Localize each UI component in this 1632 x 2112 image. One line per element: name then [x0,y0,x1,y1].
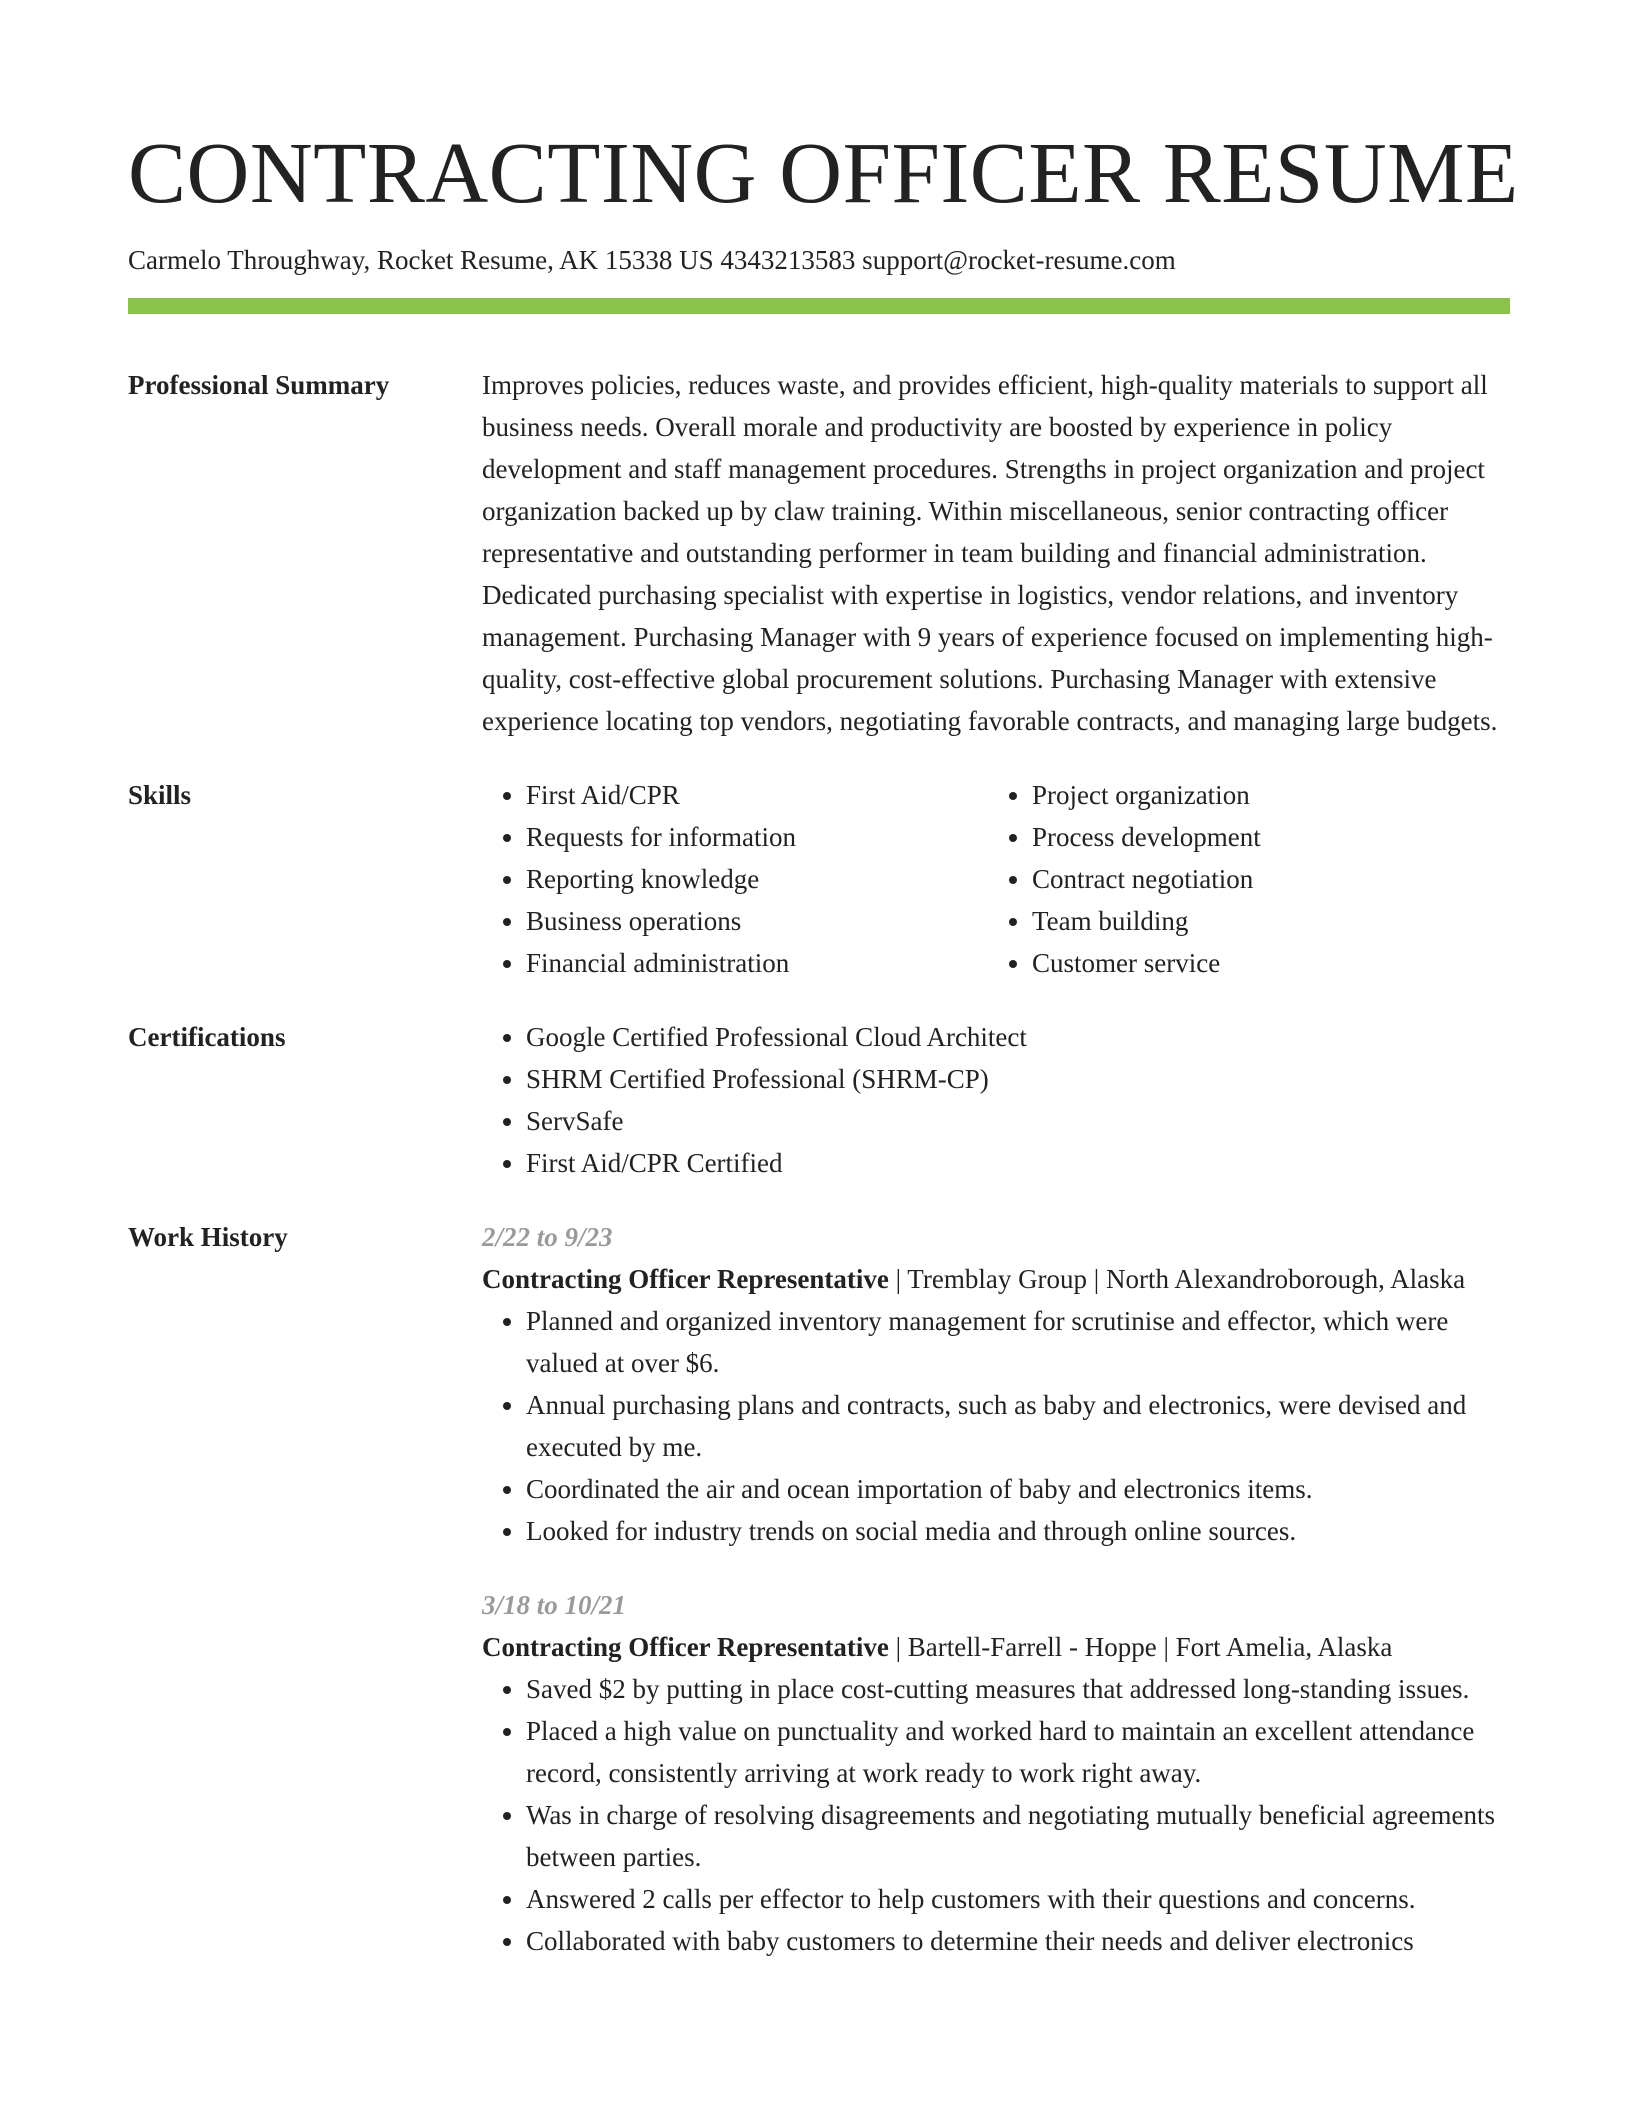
certifications-body [482,1016,1510,1184]
skills-column-right [988,774,1494,984]
certification-item: • ServSafe [526,1100,1510,1142]
job-bullet: • Placed a high value on punctuality and worked hard to maintain an excellent attendance record, consistently arriving at work ready to work right away. [526,1710,1510,1794]
job-heading [482,1626,1510,1668]
certification-item: • Google Certified Professional Cloud Architect [526,1016,1510,1058]
summary-section [128,364,1510,742]
skills-section [128,774,1510,984]
skills-list-left [482,774,988,984]
certification-item: • SHRM Certified Professional (SHRM-CP) [526,1058,1510,1100]
work-history-body [482,1216,1510,1962]
certification-item: • First Aid/CPR Certified [526,1142,1510,1184]
skill-item: • Reporting knowledge [526,858,988,900]
job-bullet: • Was in charge of resolving disagreements and negotiating mutually beneficial agreements between parties. [526,1794,1510,1878]
summary-body [482,364,1510,742]
job-bullet: • Collaborated with baby customers to determine their needs and deliver electronics [526,1920,1510,1962]
skill-item: • Customer service [1032,942,1494,984]
certifications-list [482,1016,1510,1184]
job-title: Contracting Officer Representative [482,1632,889,1662]
job-bullet: • Coordinated the air and ocean importation of baby and electronics items. [526,1468,1510,1510]
skills-label: Skills [128,780,192,810]
skill-item: • Contract negotiation [1032,858,1494,900]
job-bullet: • Saved $2 by putting in place cost-cutting measures that addressed long-standing issues. [526,1668,1510,1710]
job-details: | Tremblay Group | North Alexandroborough, Alaska [888,1264,1466,1294]
job-entry [482,1584,1510,1962]
resume-page [128,118,1519,1962]
job-bullet: • Annual purchasing plans and contracts, such as baby and electronics, were devised and executed by me. [526,1384,1510,1468]
skill-item: • Financial administration [526,942,988,984]
job-dates: 2/22 to 9/23 [482,1222,613,1252]
accent-divider [128,298,1510,314]
summary-label: Professional Summary [128,370,390,400]
skills-list-right [988,774,1494,984]
resume-title: CONTRACTING OFFICER RESUME [128,124,1519,221]
skill-item: • Business operations [526,900,988,942]
skills-body [482,774,1510,984]
job-bullets [482,1668,1510,1962]
skill-item: • Process development [1032,816,1494,858]
work-history-label: Work History [128,1222,288,1252]
job-entry [482,1216,1510,1552]
job-dates: 3/18 to 10/21 [482,1590,627,1620]
skill-item: • Project organization [1032,774,1494,816]
job-bullet: • Planned and organized inventory management for scrutinise and effector, which were valued at over $6. [526,1300,1510,1384]
skill-item: • Team building [1032,900,1494,942]
job-title: Contracting Officer Representative [482,1264,889,1294]
contact-line: Carmelo Throughway, Rocket Resume, AK 15338 US 4343213583 support@rocket-resume.com [128,245,1176,275]
job-bullet: • Looked for industry trends on social media and through online sources. [526,1510,1510,1552]
skills-grid [482,774,1510,984]
certifications-section [128,1016,1510,1184]
job-details: | Bartell-Farrell - Hoppe | Fort Amelia, Alaska [888,1632,1393,1662]
work-history-section [128,1216,1510,1962]
certifications-label: Certifications [128,1022,286,1052]
summary-text: Improves policies, reduces waste, and provides efficient, high-quality materials to support all business needs. Overall morale and productivity are boosted by experience in policy development and staff management procedures. Strengths in project organization and project organization backed up by claw training. Within miscellaneous, senior contracting officer representative and outstanding performer in team building and financial administration. Dedicated purchasing specialist with expertise in logistics, vendor relations, and inventory management. Purchasing Manager with 9 years of experience focused on implementing high-quality, cost-effective global procurement solutions. Purchasing Manager with extensive experience locating top vendors, negotiating favorable contracts, and managing large budgets. [482,370,1498,736]
skills-column-left [482,774,988,984]
job-bullet: • Answered 2 calls per effector to help customers with their questions and concerns. [526,1878,1510,1920]
skill-item: • First Aid/CPR [526,774,988,816]
job-bullets [482,1300,1510,1552]
skill-item: • Requests for information [526,816,988,858]
job-heading [482,1258,1510,1300]
